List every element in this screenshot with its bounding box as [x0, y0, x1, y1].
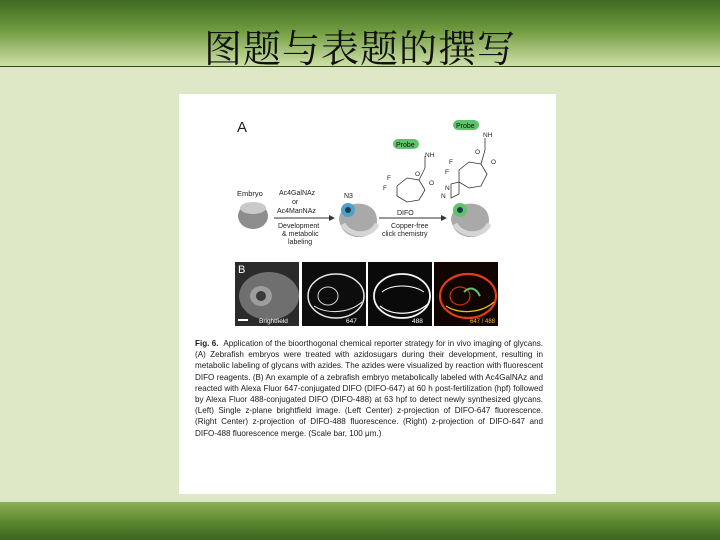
caption-text: Application of the bioorthogonal chemical reporter strategy for in vivo imaging of glycans. (A) Zebrafish embryos were treated with azidosugars during their development, resulting in metabolic labeling of glycans with azides. The azides were visualized by reaction with fluorescent DIFO reagents. (B) An example of a zebrafish embryo metabolically labeled with Ac4GalNAz and reacted with Alexa Fluor 647-conjugated DIFO (DIFO-647) at 60 h post-fertilization (hpf) followed by Alexa Fluor 488-conjugated DIFO (DIFO-488) at 63 hpf to detect newly synthesized glycans. (Left) Single z-plane brightfield image. (Left Center) z-projection of DIFO-647 fluorescence. (Right Center) z-projection of DIFO-488 fluorescence. (Right) z-projection of DIFO-647 and DIFO-488 fluorescence merge. (Scale bar, 100 μm.) [195, 339, 544, 438]
figure-card [179, 94, 556, 494]
panel-b-micrographs [235, 262, 499, 326]
difo-probe-text: Probe [396, 142, 415, 149]
difo-ring [397, 156, 425, 202]
sugar-or: or [292, 199, 299, 206]
difo-488-image [368, 262, 432, 326]
product-ring [451, 138, 487, 198]
o-label-3: O [475, 149, 481, 156]
brightfield-image [235, 262, 299, 326]
step1-line-3: labeling [288, 239, 313, 246]
panel-b-label: B [238, 264, 246, 276]
step2-line-2: click chemistry [382, 231, 428, 238]
sugar-2: Ac4ManNAz [277, 208, 316, 215]
azide-label: N3 [344, 193, 353, 200]
product-probe-text: Probe [456, 123, 475, 130]
sugar-1: Ac4GalNAz [279, 190, 316, 197]
channel-488: 488 [412, 318, 423, 325]
embryo-illustration [238, 202, 268, 229]
f-label-1: F [387, 175, 391, 182]
f-label-2: F [383, 185, 387, 192]
n-label-1: N [445, 185, 450, 192]
nh-label-1: NH [425, 152, 435, 159]
n-label-2: N [441, 193, 446, 200]
panel-a-label: A [237, 119, 248, 136]
panel-a-schematic [179, 94, 556, 259]
bottom-banner [0, 502, 720, 540]
embryo-label: Embryo [237, 189, 263, 198]
slide-title: 图题与表题的撰写 [203, 27, 516, 71]
step2-line-1: Copper-free [391, 223, 429, 230]
o-label-2: O [429, 180, 435, 187]
scale-bar [238, 319, 248, 321]
figure-caption [195, 338, 543, 439]
step1-line-2: & metabolic [282, 231, 319, 238]
labeled-embryo-illustration [339, 203, 377, 237]
channel-merge: 647 / 488 [470, 319, 496, 325]
f-label-3: F [449, 159, 453, 166]
f-label-4: F [445, 169, 449, 176]
channel-647: 647 [346, 318, 357, 325]
nh-label-2: NH [483, 132, 493, 139]
difo-label: DIFO [397, 210, 414, 217]
step1-line-1: Development [278, 223, 320, 230]
o-label-4: O [491, 159, 497, 166]
arrow-1 [274, 215, 335, 221]
caption-label: Fig. 6. [195, 339, 219, 348]
product-embryo-illustration [451, 203, 489, 237]
difo-647-image [302, 262, 366, 326]
brightfield-name: Brightfield [259, 318, 288, 325]
merge-image [434, 262, 498, 326]
o-label-1: O [415, 171, 421, 178]
